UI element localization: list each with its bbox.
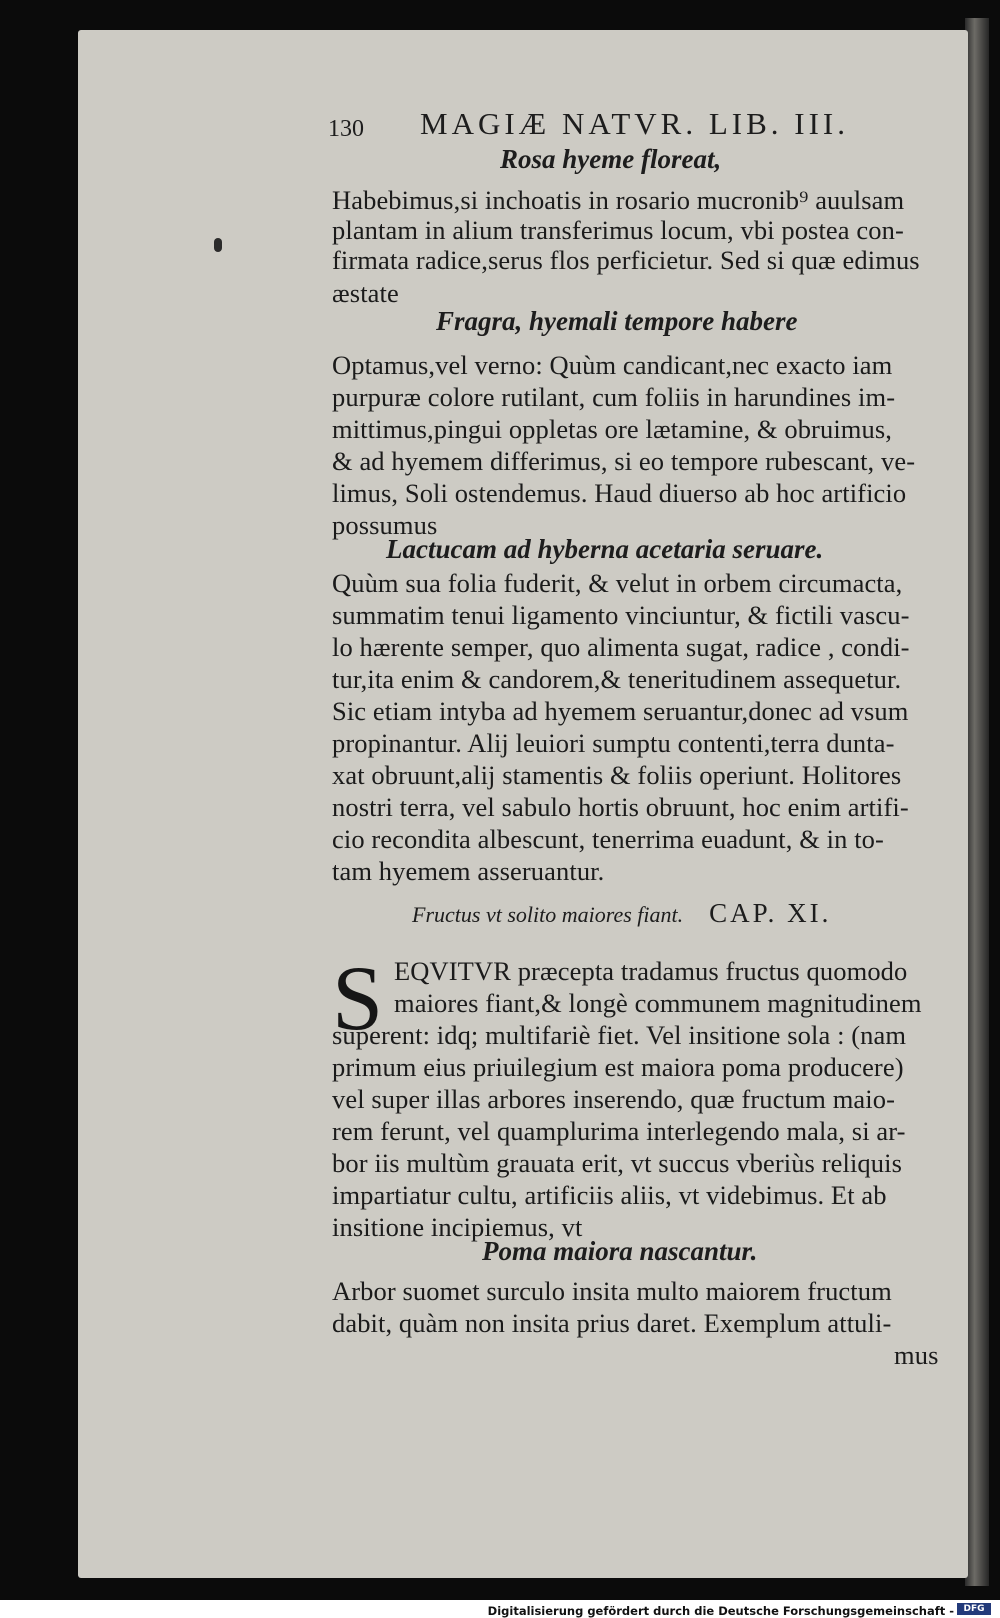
text-line: Quùm sua folia fuderit, & velut in orbem circumacta, — [332, 568, 903, 598]
text-line: Sic etiam intyba ad hyemem seruantur,donec ad vsum — [332, 696, 909, 726]
chapter-number: CAP. XI. — [709, 898, 832, 928]
text-line: limus, Soli ostendemus. Haud diuerso ab hoc artificio — [332, 478, 907, 508]
text-line: plantam in alium transferimus locum, vbi postea con- — [332, 215, 904, 245]
text-line: impartiatur cultu, artificiis aliis, vt videbimus. Et ab — [332, 1180, 887, 1210]
text-line: & ad hyemem differimus, si eo tempore rubescant, ve- — [332, 446, 916, 476]
section-heading-lactuca: Lactucam ad hyberna acetaria seruare. — [386, 534, 824, 564]
text-line: bor iis multùm grauata erit, vt succus vberiùs reliquis — [332, 1148, 902, 1178]
text-line: tur,ita enim & candorem,& teneritudinem assequetur. — [332, 664, 902, 694]
text-line: Habebimus,si inchoatis in rosario mucronib⁹ auulsam — [332, 185, 905, 215]
text-line: dabit, quàm non insita prius daret. Exemplum attuli- — [332, 1308, 892, 1338]
text-line: EQVITVR præcepta tradamus fructus quomodo — [394, 956, 908, 986]
text-line: cio recondita albescunt, tenerrima euadunt, & in to- — [332, 824, 884, 854]
chapter-title-text: Fructus vt solito maiores fiant. — [412, 902, 684, 927]
text-line: maiores fiant,& longè communem magnitudinem — [394, 988, 922, 1018]
text-line: Arbor suomet surculo insita multo maiorem fructum — [332, 1276, 892, 1306]
running-title: MAGIÆ NATVR. LIB. III. — [420, 106, 849, 141]
text-line: purpuræ colore rutilant, cum foliis in harundines im- — [332, 382, 896, 412]
section-heading-rosa: Rosa hyeme floreat, — [500, 144, 722, 174]
text-line: primum eius priuilegium est maiora poma producere) — [332, 1052, 904, 1082]
text-line: insitione incipiemus, vt — [332, 1212, 583, 1242]
text-line: tam hyemem asseruantur. — [332, 856, 605, 886]
ink-mark — [214, 238, 222, 252]
section-heading-poma: Poma maiora nascantur. — [482, 1236, 758, 1266]
page-number: 130 — [328, 116, 364, 142]
catchword: mus — [894, 1340, 939, 1370]
text-line: lo hærente semper, quo alimenta sugat, radice , condi- — [332, 632, 910, 662]
chapter-title — [412, 898, 831, 929]
dfg-logo: DFG — [957, 1603, 991, 1615]
funding-notice: Digitalisierung gefördert durch die Deutsche Forschungsgemeinschaft - — [487, 1604, 954, 1618]
text-line: possumus — [332, 510, 438, 540]
text-line: Optamus,vel verno: Quùm candicant,nec exacto iam — [332, 350, 893, 380]
drop-capital: S — [332, 947, 384, 1049]
text-line: firmata radice,serus flos perficietur. Sed si quæ edimus — [332, 245, 920, 275]
book-gutter-edge — [965, 18, 989, 1586]
page-header — [328, 106, 878, 146]
text-line: xat obruunt,alij stamentis & foliis operiunt. Holitores — [332, 760, 902, 790]
text-line: summatim tenui ligamento vinciuntur, & fictili vascu- — [332, 600, 910, 630]
text-line: æstate — [332, 278, 399, 308]
text-line: propinantur. Alij leuiori sumptu contenti,terra dunta- — [332, 728, 895, 758]
text-line: vel super illas arbores inserendo, quæ fructum maio- — [332, 1084, 896, 1114]
text-line: rem ferunt, vel quamplurima interlegendo mala, si ar- — [332, 1116, 906, 1146]
text-line: mittimus,pingui oppletas ore lætamine, & obruimus, — [332, 414, 892, 444]
section-heading-fragra: Fragra, hyemali tempore habere — [436, 306, 798, 336]
text-line: superent: idq; multifariè fiet. Vel insitione sola : (nam — [332, 1020, 907, 1050]
text-line: nostri terra, vel sabulo hortis obruunt, hoc enim artifi- — [332, 792, 909, 822]
